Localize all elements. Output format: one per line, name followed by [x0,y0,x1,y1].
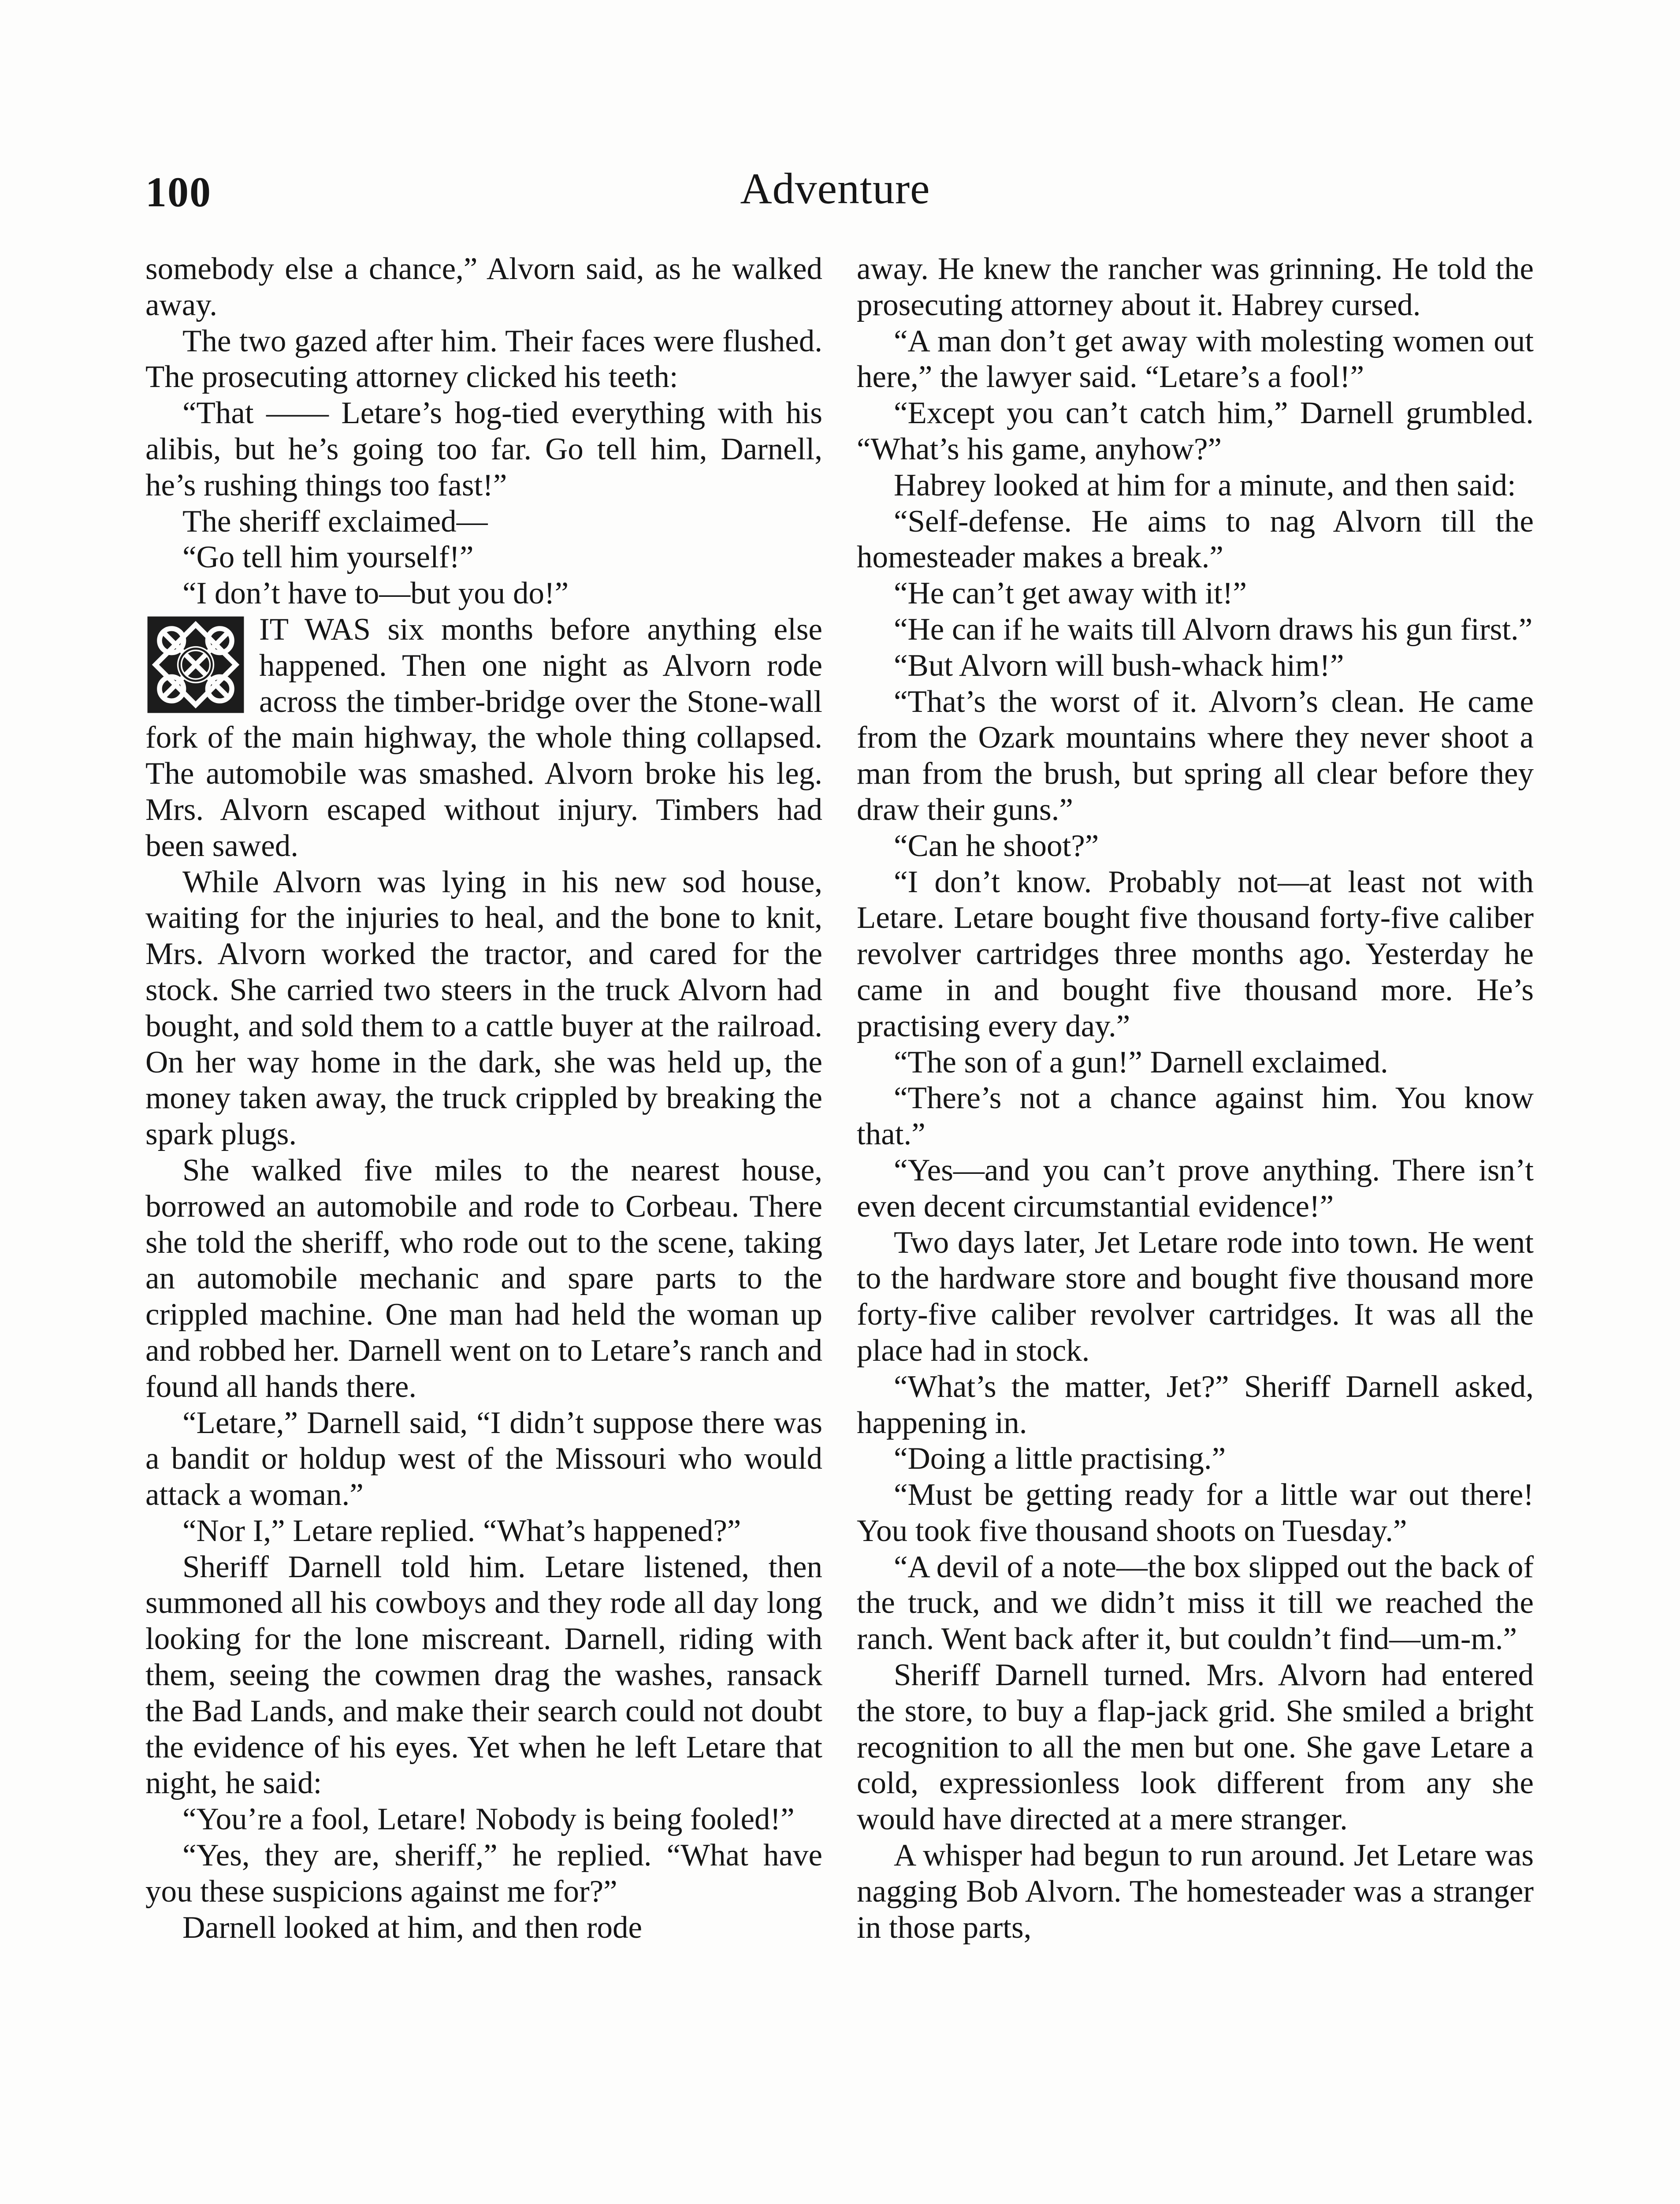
paragraph: “A devil of a note—the box slipped out the back of the truck, and we didn’t miss it till we reached the ranch. Went back after it, but couldn’t find—um-m.” [857,1549,1534,1657]
magazine-title: Adventure [740,164,930,213]
paragraph: “He can’t get away with it!” [894,576,1247,611]
paragraph: IT WAS six months before anything else happened. Then one night as Alvorn rode across the timber-bridge over the Stone-wall fork of the main highway, the whole thing collapsed. The automobile was smashed. Alvorn broke his leg. Mrs. Alvorn escaped without injury. Timbers had been sawed. [145,612,822,863]
paragraph: While Alvorn was lying in his new sod house, waiting for the injuries to heal, and the bone to knit, Mrs. Alvorn worked the tractor, and cared for the stock. She carried two steers in the truck Alvorn had bought, and sold them to a cattle buyer at the railroad. On her way home in the dark, she was held up, the money taken away, the truck crippled by breaking the spark plugs. [145,864,822,1152]
page-header [145,163,1525,225]
right-column [857,251,1534,1946]
paragraph: Habrey looked at him for a minute, and then said: [894,468,1516,503]
paragraph: A whisper had begun to run around. Jet Letare was nagging Bob Alvorn. The homesteader was a stranger in those parts, [857,1838,1534,1945]
paragraph: “What’s the matter, Jet?” Sheriff Darnell asked, happening in. [857,1369,1534,1440]
paragraph: The two gazed after him. Their faces were flushed. The prosecuting attorney clicked his teeth: [145,324,822,395]
paragraph: “Yes, they are, sheriff,” he replied. “What have you these suspicions against me for?” [145,1838,822,1909]
page-number: 100 [145,168,212,216]
paragraph: “But Alvorn will bush-whack him!” [894,648,1344,683]
paragraph: “Yes—and you can’t prove anything. There isn’t even decent circumstantial evidence!” [857,1153,1534,1224]
paragraph: “That —— Letare’s hog-tied everything with his alibis, but he’s going too far. Go tell him, Darnell, he’s rushing things too fast!” [145,396,822,503]
paragraph: “Self-defense. He aims to nag Alvorn till the homesteader makes a break.” [857,504,1534,575]
paragraph: “Must be getting ready for a little war out there! You took five thousand shoots on Tuesday.” [857,1478,1534,1548]
paragraph: “Doing a little practising.” [894,1441,1226,1476]
paragraph: “He can if he waits till Alvorn draws his gun first.” [894,612,1533,647]
paragraph: “You’re a fool, Letare! Nobody is being fooled!” [182,1802,795,1837]
section-break-block [145,612,822,864]
paragraph: “That’s the worst of it. Alvorn’s clean. He came from the Ozark mountains where they never shoot a man from the brush, but spring all clear before they draw their guns.” [857,684,1534,827]
paragraph: “I don’t have to—but you do!” [182,576,569,611]
paragraph: “There’s not a chance against him. You know that.” [857,1081,1534,1152]
paragraph: “The son of a gun!” Darnell exclaimed. [894,1045,1388,1080]
paragraph: Sheriff Darnell turned. Mrs. Alvorn had entered the store, to buy a flap-jack grid. She smiled a bright recognition to all the men but one. She gave Letare a cold, expressionless look different from any she would have directed at a mere stranger. [857,1658,1534,1837]
paragraph: “Go tell him yourself!” [182,540,474,575]
paragraph: “Letare,” Darnell said, “I didn’t suppose there was a bandit or holdup west of the Missouri who would attack a woman.” [145,1405,822,1512]
paragraph: “Except you can’t catch him,” Darnell grumbled. “What’s his game, anyhow?” [857,396,1534,466]
paragraph: “A man don’t get away with molesting women out here,” the lawyer said. “Letare’s a fool!” [857,324,1534,395]
paragraph: Sheriff Darnell told him. Letare listened, then summoned all his cowboys and they rode all day long looking for the lone miscreant. Darnell, riding with them, seeing the cowmen drag the washes, ransack the Bad Lands, and make their search could not doubt the evidence of his eyes. Yet when he left Letare that night, he said: [145,1549,822,1801]
paragraph: Two days later, Jet Letare rode into town. He went to the hardware store and bought five thousand more forty-five caliber revolver cartridges. It was all the place had in stock. [857,1225,1534,1368]
paragraph: “I don’t know. Probably not—at least not with Letare. Letare bought five thousand forty-five caliber revolver cartridges three months ago. Yesterday he came in and bought five thousand more. He’s practising every day.” [857,864,1534,1043]
paragraph: “Nor I,” Letare replied. “What’s happened?” [182,1513,741,1548]
paragraph: She walked five miles to the nearest house, borrowed an automobile and rode to Corbeau. There she told the sheriff, who rode out to the scene, taking an automobile mechanic and spare parts to the crippled machine. One man had held the woman up and robbed her. Darnell went on to Letare’s ranch and found all hands there. [145,1153,822,1404]
celtic-knot-ornament-icon [145,614,246,715]
paragraph: The sheriff exclaimed— [182,504,488,539]
paragraph: away. He knew the rancher was grinning. He told the prosecuting attorney about it. Habrey cursed. [857,252,1534,322]
paragraph: somebody else a chance,” Alvorn said, as he walked away. [145,252,822,322]
left-column [145,251,822,1946]
paragraph: Darnell looked at him, and then rode [182,1910,642,1945]
paragraph: “Can he shoot?” [894,828,1099,863]
